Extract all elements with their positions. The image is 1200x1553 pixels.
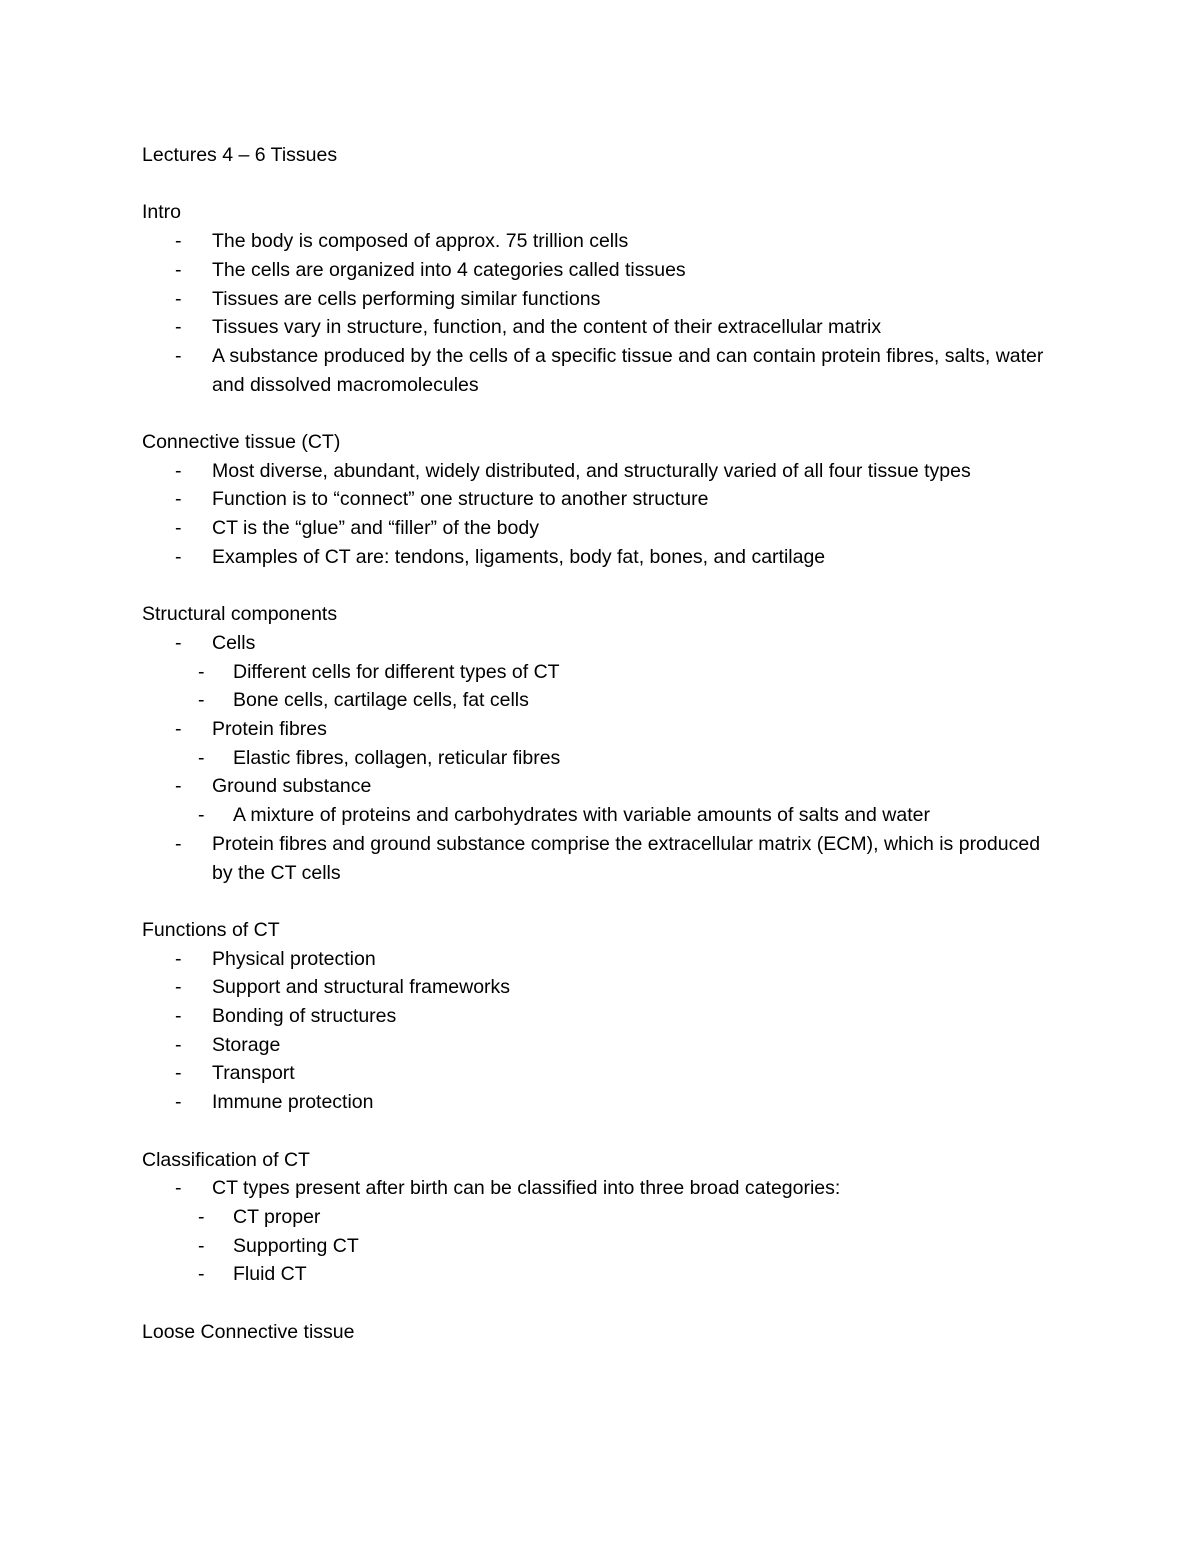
list-item-text: Most diverse, abundant, widely distributed, and structurally varied of all four tissue types: [212, 459, 971, 482]
section-heading: Classification of CT: [142, 1148, 310, 1171]
list-item-text: Tissues vary in structure, function, and the content of their extracellular matrix: [212, 316, 882, 339]
section: [142, 916, 1062, 1117]
dash-bullet-icon: -: [175, 316, 182, 339]
dash-bullet-icon: -: [175, 230, 182, 253]
bullet-list: [142, 629, 1062, 887]
section-heading: Structural components: [142, 603, 338, 626]
list-item-text: Tissues are cells performing similar functions: [212, 287, 601, 310]
list-item: [142, 772, 1062, 801]
list-item-text: The cells are organized into 4 categories called tissues: [212, 258, 686, 281]
dash-bullet-icon: -: [175, 832, 182, 855]
list-item-text: Different cells for different types of CT: [233, 660, 560, 683]
list-item: [142, 256, 1062, 285]
list-item-text: Transport: [212, 1062, 295, 1085]
dash-bullet-icon: -: [175, 1062, 182, 1085]
dash-bullet-icon: -: [175, 287, 182, 310]
bullet-list: [142, 1174, 1062, 1289]
list-item-text: A mixture of proteins and carbohydrates with variable amounts of salts and water: [233, 804, 930, 827]
dash-bullet-icon: -: [175, 517, 182, 540]
list-item-text: Bonding of structures: [212, 1005, 397, 1028]
list-item-text: Elastic fibres, collagen, reticular fibres: [233, 746, 561, 769]
list-item: [142, 313, 1062, 342]
dash-bullet-icon: -: [175, 631, 182, 654]
bullet-list: [142, 227, 1062, 399]
dash-bullet-icon: -: [175, 258, 182, 281]
list-item: [142, 342, 1062, 399]
sub-list-item: [142, 1232, 1062, 1261]
list-item-text: Support and structural frameworks: [212, 976, 511, 999]
list-item: [142, 945, 1062, 974]
list-item-text: CT types present after birth can be classified into three broad categories:: [212, 1177, 841, 1200]
dash-bullet-icon: -: [175, 488, 182, 511]
list-item-text: Fluid CT: [233, 1263, 307, 1286]
section-heading: Connective tissue (CT): [142, 431, 341, 453]
list-item: [142, 830, 1062, 887]
list-item-text: CT proper: [233, 1205, 321, 1228]
dash-bullet-icon: -: [198, 660, 205, 683]
list-item: [142, 715, 1062, 744]
dash-bullet-icon: -: [198, 689, 205, 712]
list-item-text: Cells: [212, 631, 256, 654]
dash-bullet-icon: -: [175, 947, 182, 970]
list-item: [142, 227, 1062, 256]
dash-bullet-icon: -: [175, 1005, 182, 1028]
list-item: [142, 543, 1062, 572]
sub-list-item: [142, 1260, 1062, 1289]
dash-bullet-icon: -: [175, 545, 182, 568]
document-page: [142, 141, 1062, 1375]
dash-bullet-icon: -: [175, 976, 182, 999]
dash-bullet-icon: -: [198, 1205, 205, 1228]
list-item-text: Supporting CT: [233, 1234, 359, 1257]
sub-list-item: [142, 744, 1062, 773]
list-item-text: A substance produced by the cells of a specific tissue and can contain protein fibres, salts, water and dissolved macromolecules: [212, 344, 1044, 396]
section: [142, 600, 1062, 887]
dash-bullet-icon: -: [175, 459, 182, 482]
list-item-text: Protein fibres and ground substance comprise the extracellular matrix (ECM), which is produced by the CT cells: [212, 832, 1041, 884]
section-heading: Intro: [142, 201, 182, 224]
dash-bullet-icon: -: [175, 718, 182, 741]
sub-list-item: [142, 801, 1062, 830]
dash-bullet-icon: -: [175, 1091, 182, 1114]
dash-bullet-icon: -: [175, 775, 182, 798]
list-item: [142, 457, 1062, 486]
list-item: [142, 1088, 1062, 1117]
dash-bullet-icon: -: [198, 1234, 205, 1257]
list-item-text: Physical protection: [212, 947, 376, 970]
section: [142, 198, 1062, 399]
list-item: [142, 1002, 1062, 1031]
list-item-text: The body is composed of approx. 75 trillion cells: [212, 230, 629, 253]
section: [142, 428, 1062, 572]
section: [142, 1318, 1062, 1347]
sub-list-item: [142, 658, 1062, 687]
document-title: Lectures 4 – 6 Tissues: [142, 144, 338, 166]
dash-bullet-icon: -: [175, 1177, 182, 1200]
list-item-text: Function is to “connect” one structure to another structure: [212, 488, 709, 511]
list-item-text: Examples of CT are: tendons, ligaments, body fat, bones, and cartilage: [212, 545, 826, 568]
dash-bullet-icon: -: [175, 344, 182, 367]
list-item-text: Protein fibres: [212, 718, 327, 741]
list-item-text: Storage: [212, 1033, 281, 1056]
section-heading: Loose Connective tissue: [142, 1320, 355, 1343]
list-item-text: CT is the “glue” and “filler” of the body: [212, 517, 539, 540]
bullet-list: [142, 945, 1062, 1117]
dash-bullet-icon: -: [198, 746, 205, 769]
list-item: [142, 629, 1062, 658]
list-item-text: Bone cells, cartilage cells, fat cells: [233, 689, 529, 712]
list-item: [142, 973, 1062, 1002]
list-item: [142, 514, 1062, 543]
list-item-text: Immune protection: [212, 1091, 374, 1114]
list-item-text: Ground substance: [212, 775, 372, 798]
list-item: [142, 1059, 1062, 1088]
dash-bullet-icon: -: [198, 804, 205, 827]
list-item: [142, 485, 1062, 514]
sub-list-item: [142, 686, 1062, 715]
list-item: [142, 285, 1062, 314]
document-body: [142, 198, 1062, 1346]
dash-bullet-icon: -: [198, 1263, 205, 1286]
bullet-list: [142, 457, 1062, 572]
dash-bullet-icon: -: [175, 1033, 182, 1056]
list-item: [142, 1174, 1062, 1203]
sub-list-item: [142, 1203, 1062, 1232]
list-item: [142, 1031, 1062, 1060]
section-heading: Functions of CT: [142, 918, 280, 941]
section: [142, 1146, 1062, 1290]
